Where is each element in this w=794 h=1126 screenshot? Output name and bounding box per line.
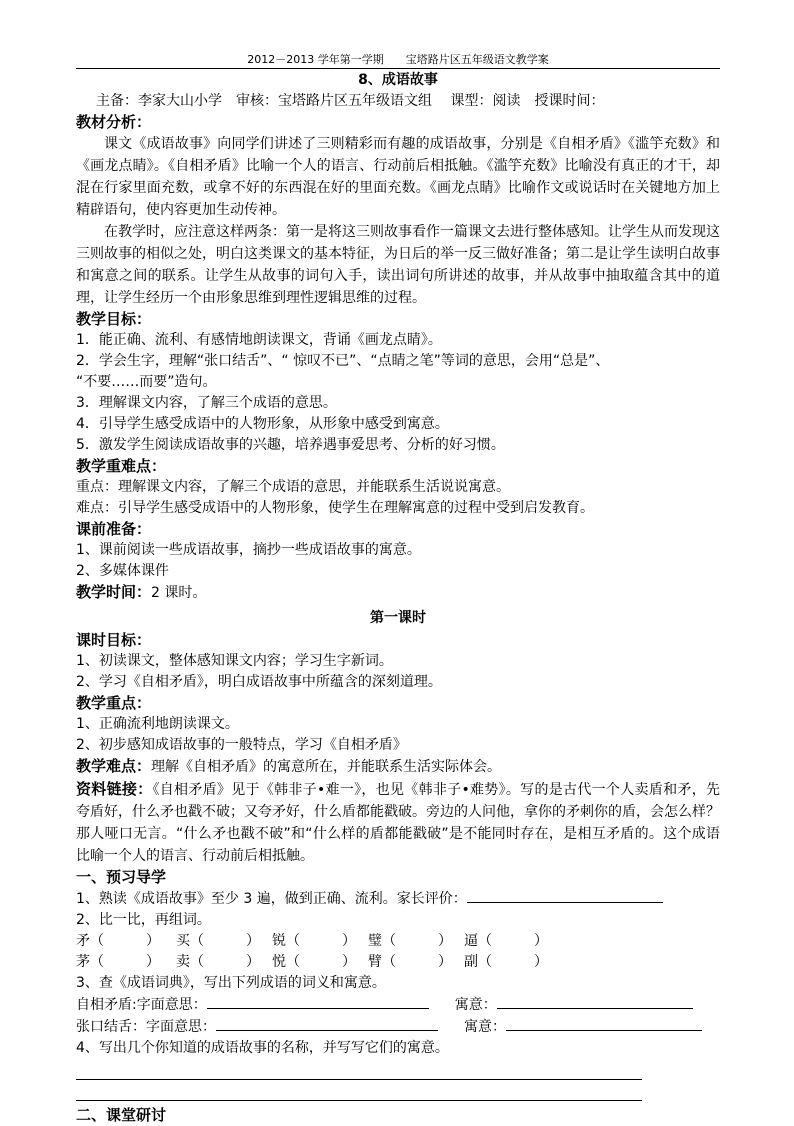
lesson-goal-item: 2、学习《自相矛盾》，明白成语故事中所蕴含的深刻道理。 xyxy=(76,674,442,690)
lesson-key-item: 1、正确流利地朗读课文。 xyxy=(76,716,239,732)
analysis-heading: 教材分析： xyxy=(76,113,152,131)
answer-line[interactable] xyxy=(76,1059,642,1080)
idiom-1-moral-field[interactable] xyxy=(497,994,693,1009)
key-points-heading: 教学重难点： xyxy=(76,457,167,475)
idiom-row-1 xyxy=(76,994,720,1016)
compare-cell[interactable]: 卖（ ） xyxy=(176,954,260,970)
resource-link-label: 资料链接： xyxy=(76,780,153,798)
preview-q3: 3、查《成语词典》，写出下列成语的词义和寓意。 xyxy=(76,975,386,991)
idiom-row-2 xyxy=(76,1016,720,1038)
compare-cell[interactable]: 矛（ ） xyxy=(76,933,160,949)
lesson-plan-page xyxy=(76,52,720,1126)
key-point-item: 难点：引导学生感受成语中的人物形象，使学生在理解寓意的过程中受到启发教育。 xyxy=(76,500,594,516)
idiom-1-meaning-field[interactable] xyxy=(207,994,429,1009)
idiom-2-label: 张口结舌：字面意思： xyxy=(76,1019,216,1035)
goal-item: 4．引导学生感受成语中的人物形象，从形象中感受到寓意。 xyxy=(76,416,449,432)
goal-item: 3．理解课文内容，了解三个成语的意思。 xyxy=(76,395,337,411)
lesson-difficulty-text: 理解《自相矛盾》的寓意所在，并能联系生活实际体会。 xyxy=(151,759,502,775)
goal-item: 1．能正确、流利、有感情地朗读课文，背诵《画龙点睛》。 xyxy=(76,332,442,348)
parent-evaluation-field[interactable] xyxy=(467,888,663,903)
preview-q1-text: 1、熟读《成语故事》至少 3 遍，做到正确、流利。家长评价： xyxy=(76,891,467,907)
compare-cell[interactable]: 悦（ ） xyxy=(272,954,356,970)
resource-link xyxy=(76,778,720,867)
compare-row-1 xyxy=(76,931,720,952)
lesson-difficulty-label: 教学难点： xyxy=(76,757,152,775)
resource-link-text: 《自相矛盾》见于《韩非子•难一》，也见《韩非子•难势》。写的是古代一个人卖盾和矛，先夸盾好，什么矛也戳不破；又夸矛好，什么盾都能戳破。旁边的人问他，拿你的矛刺你的盾，会怎么样？那人哑口无言。“什么矛也戳不破”和“什么样的盾都能戳破”是不能同时存在，是相互矛盾的。这个成语比喻一个人的语言、行动前后相抵触。 xyxy=(76,782,720,864)
page-header: 2012－2013 学年第一学期 宝塔路片区五年级语文教学案 xyxy=(76,52,720,69)
idiom-1-moral-label: 寓意： xyxy=(454,997,497,1013)
preview-q1 xyxy=(76,888,720,910)
compare-row-2 xyxy=(76,952,720,973)
analysis-paragraph-1: 课文《成语故事》向同学们讲述了三则精彩而有趣的成语故事，分别是《自相矛盾》《滥竽充数》和《画龙点睛》。《自相矛盾》比喻一个人的语言、行动前后相抵触。《滥竽充数》比喻没有真正的才干，却混在行家里面充数，或拿不好的东西混在好的里面充数。《画龙点睛》比喻作文或说话时在关键地方加上精辟语句，使内容更加生动传神。 xyxy=(76,136,720,218)
compare-cell[interactable]: 副（ ） xyxy=(464,954,548,970)
compare-cell[interactable]: 臂（ ） xyxy=(368,954,452,970)
idiom-2-meaning-field[interactable] xyxy=(216,1016,438,1031)
lesson-meta: 主备：李家大山小学 审核：宝塔路片区五年级语文组 课型：阅读 授课时间： xyxy=(96,93,605,109)
lesson-title: 8、成语故事 xyxy=(358,72,438,88)
lesson-goals-heading: 课时目标： xyxy=(76,631,152,649)
analysis-paragraph-2: 在教学时，应注意这样两条：第一是将这三则故事看作一篇课文去进行整体感知。让学生从而发现这三则故事的相似之处，明白这类课文的基本特征，为日后的举一反三做好准备；第二是让学生读明白故事和寓意之间的联系。让学生从故事的词句入手，读出词句所讲述的故事，并从故事中抽取蕴含其中的道理，让学生经历一个由形象思维到理性逻辑思维的过程。 xyxy=(76,224,720,306)
prep-item: 2、多媒体课件 xyxy=(76,563,169,579)
teaching-time-label: 教学时间： xyxy=(76,583,152,601)
preview-heading: 一、预习导学 xyxy=(76,868,167,886)
goal-item: 5．激发学生阅读成语故事的兴趣，培养遇事爱思考、分析的好习惯。 xyxy=(76,437,505,453)
compare-cell[interactable]: 璧（ ） xyxy=(368,933,452,949)
goal-item: 2．学会生字，理解“张口结舌”、“ 惊叹不已”、“点睛之笔”等词的意思，会用“总是”、 xyxy=(76,353,610,369)
answer-line[interactable] xyxy=(76,1080,642,1101)
preview-q4: 4、写出几个你知道的成语故事的名称，并写写它们的寓意。 xyxy=(76,1040,449,1056)
discussion-heading: 二、课堂研讨 xyxy=(76,1106,167,1124)
lesson-1-title: 第一课时 xyxy=(370,610,426,626)
compare-cell[interactable]: 茅（ ） xyxy=(76,954,160,970)
compare-cell[interactable]: 逼（ ） xyxy=(464,933,548,949)
key-point-item: 重点：理解课文内容，了解三个成语的意思，并能联系生活说说寓意。 xyxy=(76,479,510,495)
lesson-key-heading: 教学重点： xyxy=(76,694,152,712)
teaching-time-value: 2 课时。 xyxy=(151,585,207,601)
idiom-2-moral-label: 寓意： xyxy=(464,1019,506,1035)
lesson-goal-item: 1、初读课文，整体感知课文内容；学习生字新词。 xyxy=(76,653,393,669)
prep-item: 1、课前阅读一些成语故事，摘抄一些成语故事的寓意。 xyxy=(76,542,421,558)
compare-cell[interactable]: 锐（ ） xyxy=(272,933,356,949)
prep-heading: 课前准备： xyxy=(76,520,152,538)
lesson-difficulty xyxy=(76,756,720,778)
preview-q2: 2、比一比，再组词。 xyxy=(76,912,211,928)
idiom-2-moral-field[interactable] xyxy=(506,1016,702,1031)
lesson-key-item: 2、初步感知成语故事的一般特点，学习《自相矛盾》 xyxy=(76,737,407,753)
goals-heading: 教学目标： xyxy=(76,310,152,328)
teaching-time xyxy=(76,582,720,604)
compare-cell[interactable]: 买（ ） xyxy=(176,933,260,949)
goal-item: “不要……而要”造句。 xyxy=(76,374,217,390)
idiom-1-label: 自相矛盾:字面意思： xyxy=(76,997,207,1013)
